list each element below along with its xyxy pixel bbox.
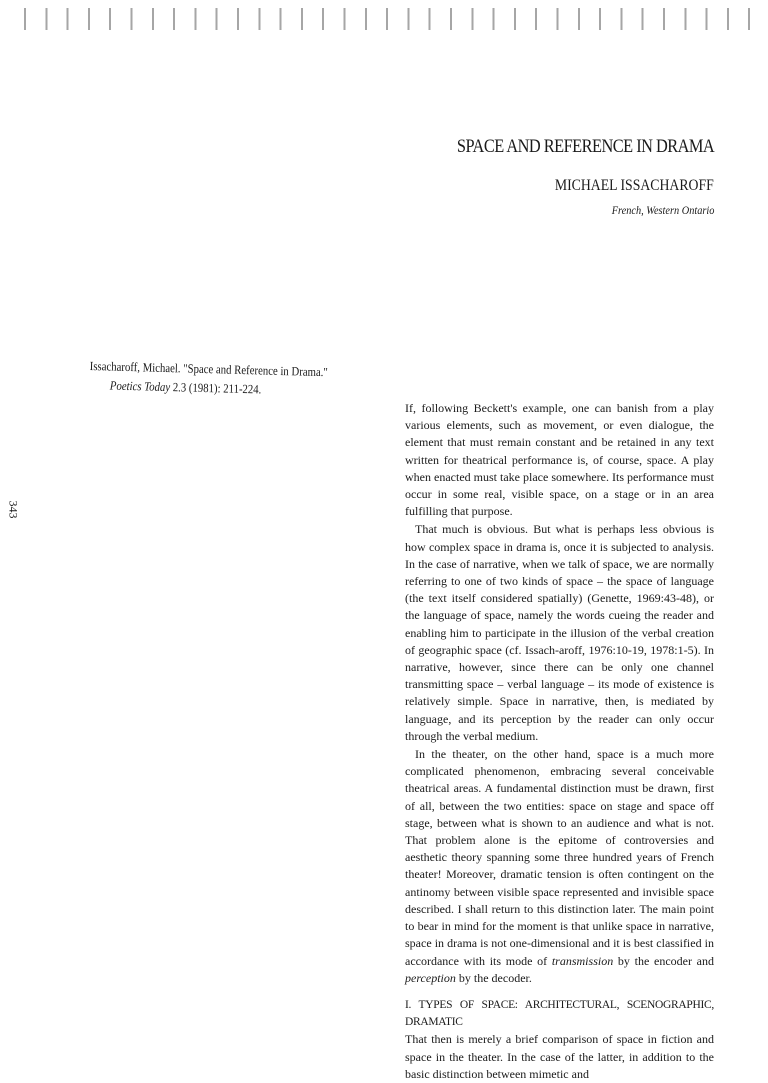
paragraph-4: That then is merely a brief comparison of space in fiction and space in the theater. In the case of the latter, in addition to the basic distinction between mimetic and bbox=[405, 1032, 714, 1081]
paragraph-1: If, following Beckett's example, one can banish from a play various elements, such as movement, or even dialogue, the element that must remain constant and be retained in any text written for theatrical performance is, of course, space. A play when enacted must take place somewhere. Its performance must occur in some real, visible space, on a stage or in an area fulfilling that purpose. bbox=[405, 401, 714, 519]
section-heading: I. TYPES OF SPACE: ARCHITECTURAL, SCENOGRAPHIC, DRAMATIC bbox=[405, 998, 714, 1029]
page-number: 343 bbox=[6, 500, 21, 519]
citation-journal: Poetics Today bbox=[109, 378, 171, 395]
paragraph-3-text-c: by the decoder. bbox=[455, 970, 532, 985]
citation-line-1: Issacharoff, Michael. "Space and Reference in Drama." bbox=[89, 358, 328, 380]
citation-details: 2.3 (1981): 211-224. bbox=[169, 380, 262, 397]
paragraph-3-text-b: by the encoder and bbox=[613, 953, 715, 968]
handwritten-citation bbox=[89, 357, 328, 400]
citation-line-2 bbox=[89, 376, 287, 400]
article-body bbox=[405, 400, 714, 1083]
paragraph-3-text-a: In the theater, on the other hand, space is a much more complicated phenomenon, embracing several conceivable theatrical areas. A fundamental distinction must be drawn, first of all, between the two entities: space on stage and space off stage, between what is shown to an audience and what is not. That problem alone is the epitome of controversies and aesthetic theory spanning some three hundred years of French theater! Moreover, dramatic tension is often contingent on the antinomy between visible space represented and invisible space described. I shall return to this distinction later. The main point to bear in mind for the moment is that unlike space in narrative, space in drama is not one-dimensional and it is best classified in accordance with its mode of bbox=[405, 747, 714, 968]
paragraph-3-emphasis-perception: perception bbox=[405, 970, 456, 985]
paragraph-3-emphasis-transmission: transmission bbox=[551, 953, 614, 968]
binding-holes bbox=[14, 8, 754, 30]
article-title: SPACE AND REFERENCE IN DRAMA bbox=[456, 136, 714, 157]
author-affiliation: French, Western Ontario bbox=[611, 203, 714, 217]
paragraph-2: That much is obvious. But what is perhaps less obvious is how complex space in drama is, once it is subjected to analysis. In the case of narrative, when we talk of space, we are normally referring to one of two kinds of space – the space of language (the text itself considered spatially) (Genette, 1969:43-48), or the language of space, namely the words cueing the reader and enabling him to participate in the illusion of the verbal creation of geographic space (cf. Issach-aroff, 1976:10-19, 1978:1-5). In narrative, however, since there can be only one channel transmitting space – verbal language – its mode of existence is relatively simple. Space in narrative, then, is mediated by language, and its perception by the reader can only occur through the verbal medium. bbox=[405, 522, 714, 743]
author-name: MICHAEL ISSACHAROFF bbox=[555, 177, 714, 194]
paragraph-3 bbox=[405, 746, 714, 987]
